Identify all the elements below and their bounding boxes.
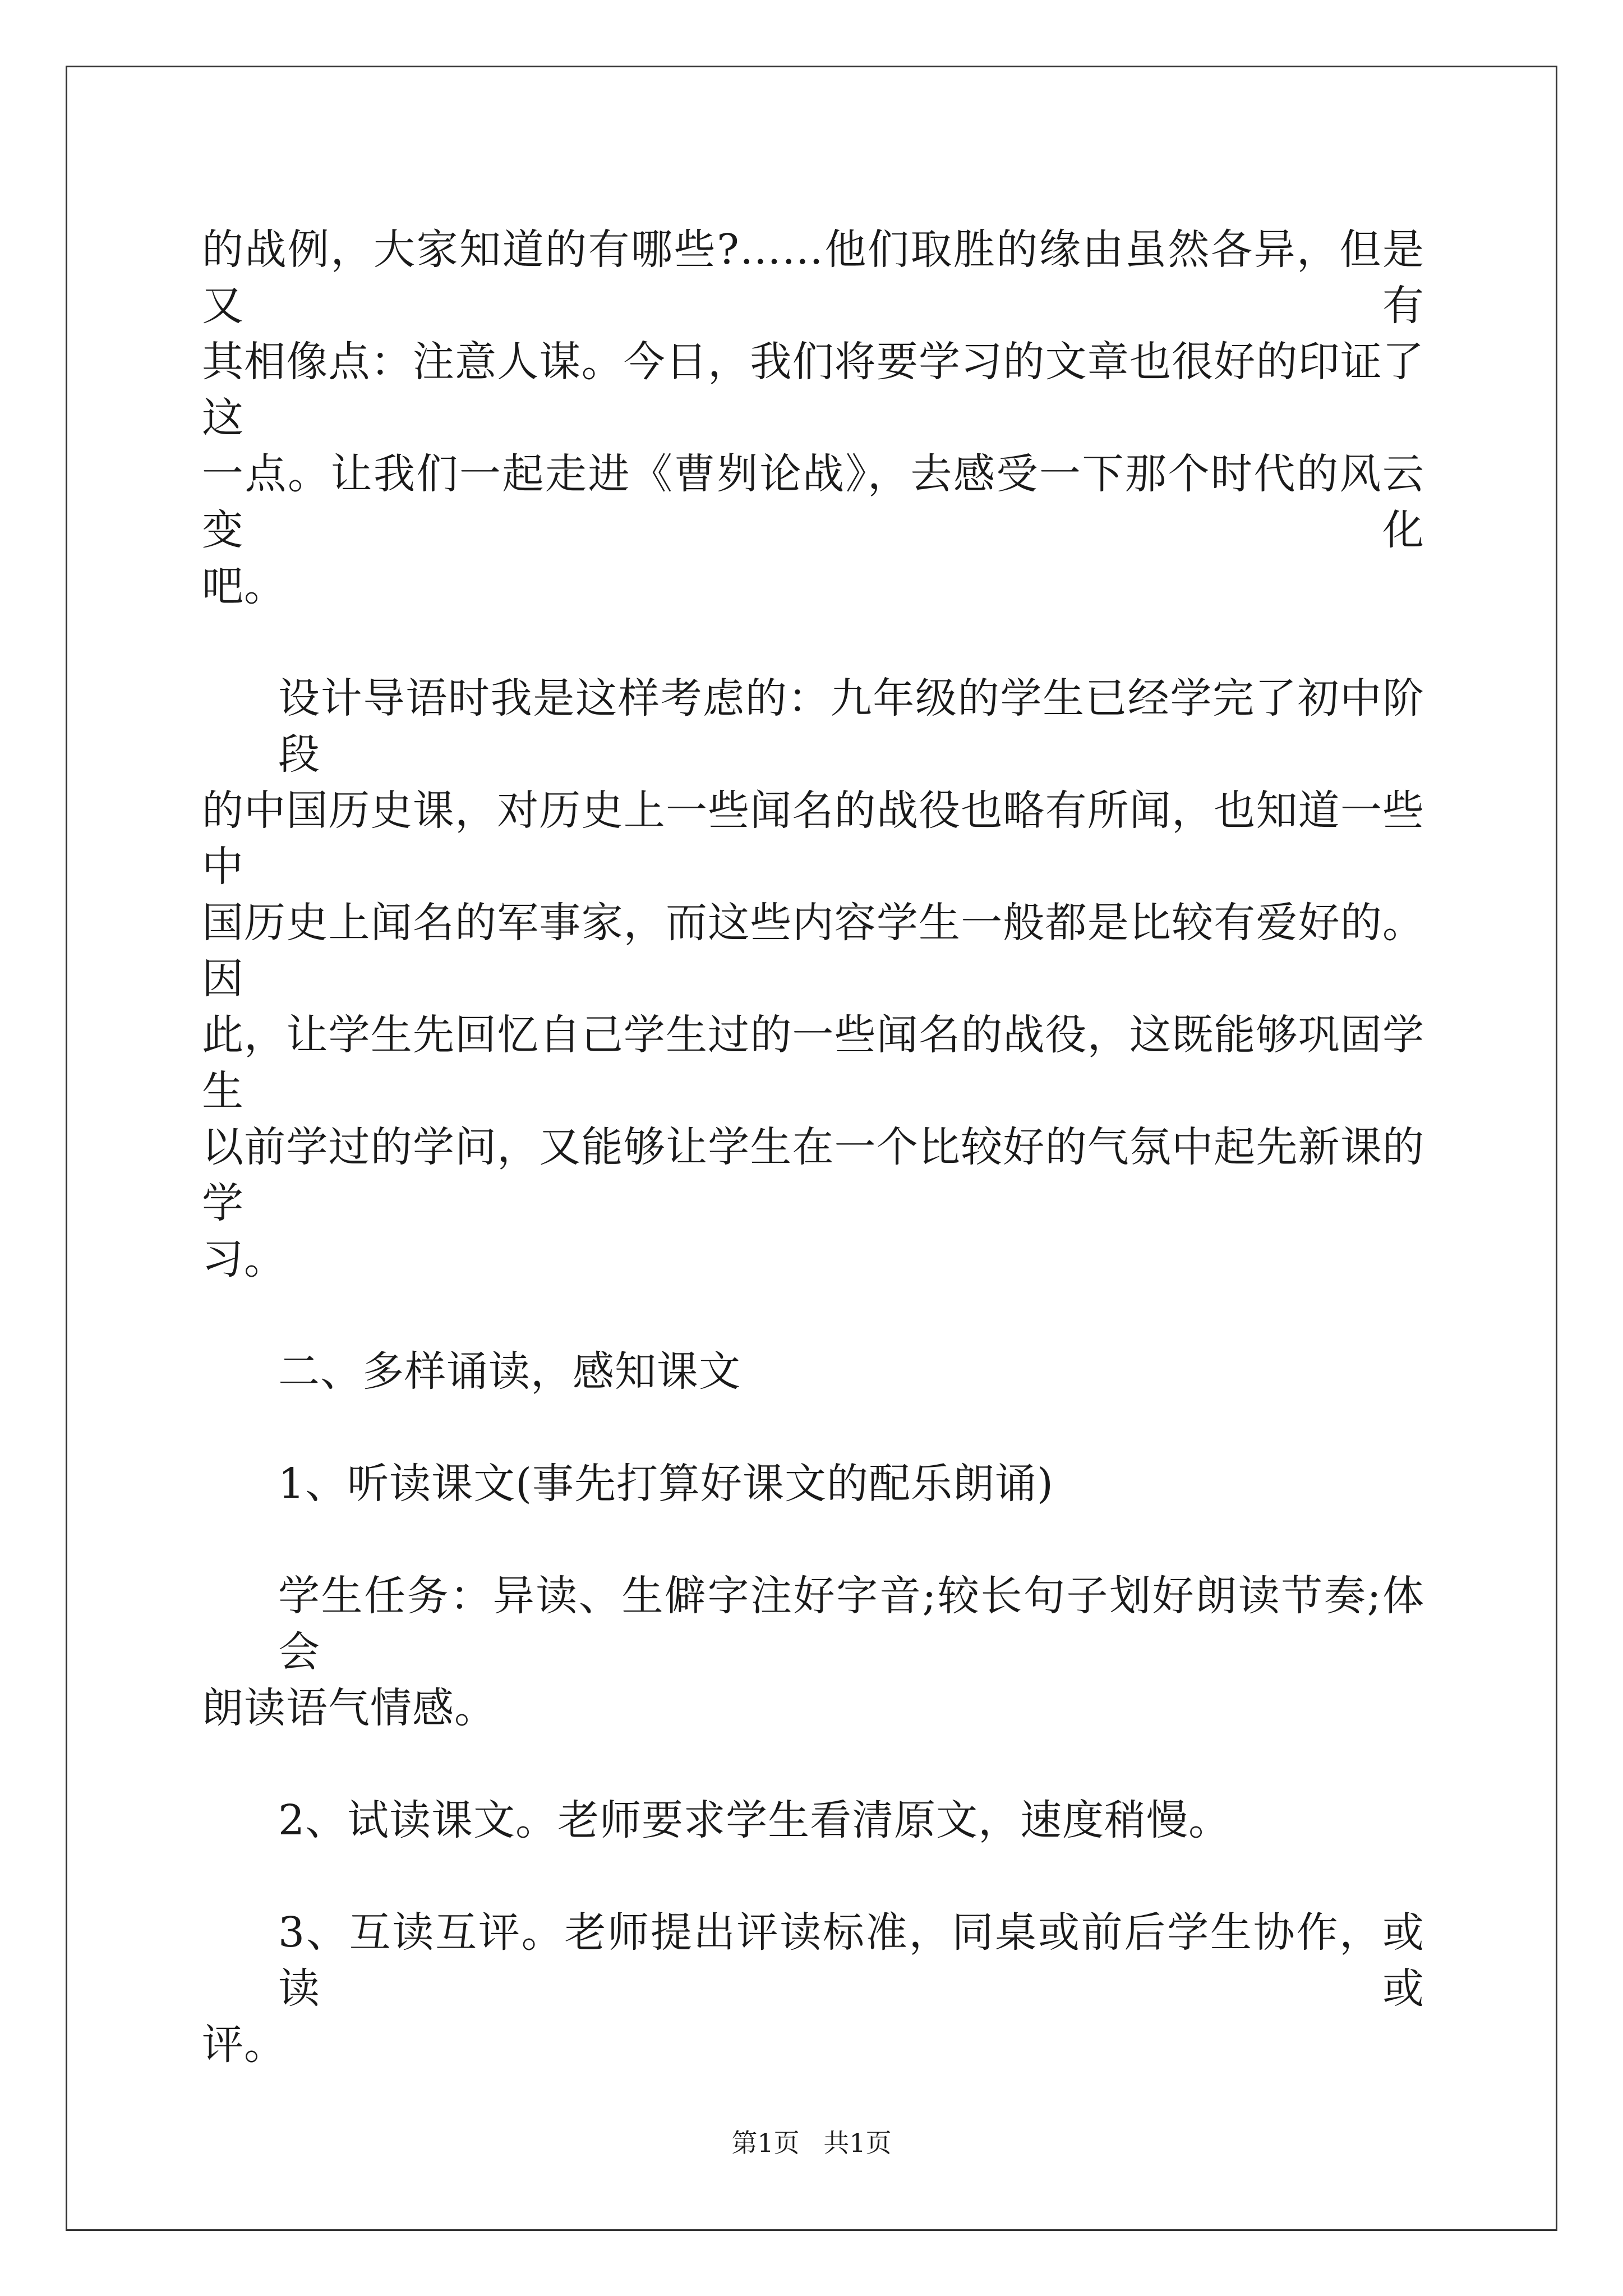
text-line: 此，让学生先回忆自己学生过的一些闻名的战役，这既能够巩固学生 [202,1011,1424,1115]
text-line: 以前学过的学问，又能够让学生在一个比较好的气氛中起先新课的学 [202,1123,1424,1227]
list-item: 1、听读课文(事先打算好课文的配乐朗诵) [278,1460,1054,1508]
section-heading: 二、多样诵读，感知课文 [278,1347,741,1396]
text-line: 评。 [202,2021,286,2069]
text-line: 其相像点：注意人谋。今日，我们将要学习的文章也很好的印证了这 [202,338,1424,442]
page-footer [0,2126,1623,2160]
paragraph-start-line: 学生任务：异读、生僻字注好字音;较长句子划好朗读节奏;体会 [278,1572,1424,1676]
text-line: 国历史上闻名的军事家，而这些内容学生一般都是比较有爱好的。因 [202,899,1424,1003]
list-item: 2、试读课文。老师要求学生看清原文，速度稍慢。 [278,1796,1231,1844]
text-line: 朗读语气情感。 [202,1684,496,1732]
text-line: 的战例，大家知道的有哪些?……他们取胜的缘由虽然各异，但是又有 [202,226,1424,330]
page-total: 共1页 [823,2128,892,2158]
page-number: 第1页 [731,2128,800,2158]
text-line: 的中国历史课，对历史上一些闻名的战役也略有所闻，也知道一些中 [202,786,1424,891]
list-item: 3、互读互评。老师提出评读标准，同桌或前后学生协作，或读或 [278,1908,1424,2013]
paragraph-start-line: 设计导语时我是这样考虑的：九年级的学生已经学完了初中阶段 [278,674,1424,779]
text-line: 吧。 [202,562,286,610]
text-line: 一点。让我们一起走进《曹刿论战》，去感受一下那个时代的风云变化 [202,450,1424,554]
text-line: 习。 [202,1235,286,1283]
